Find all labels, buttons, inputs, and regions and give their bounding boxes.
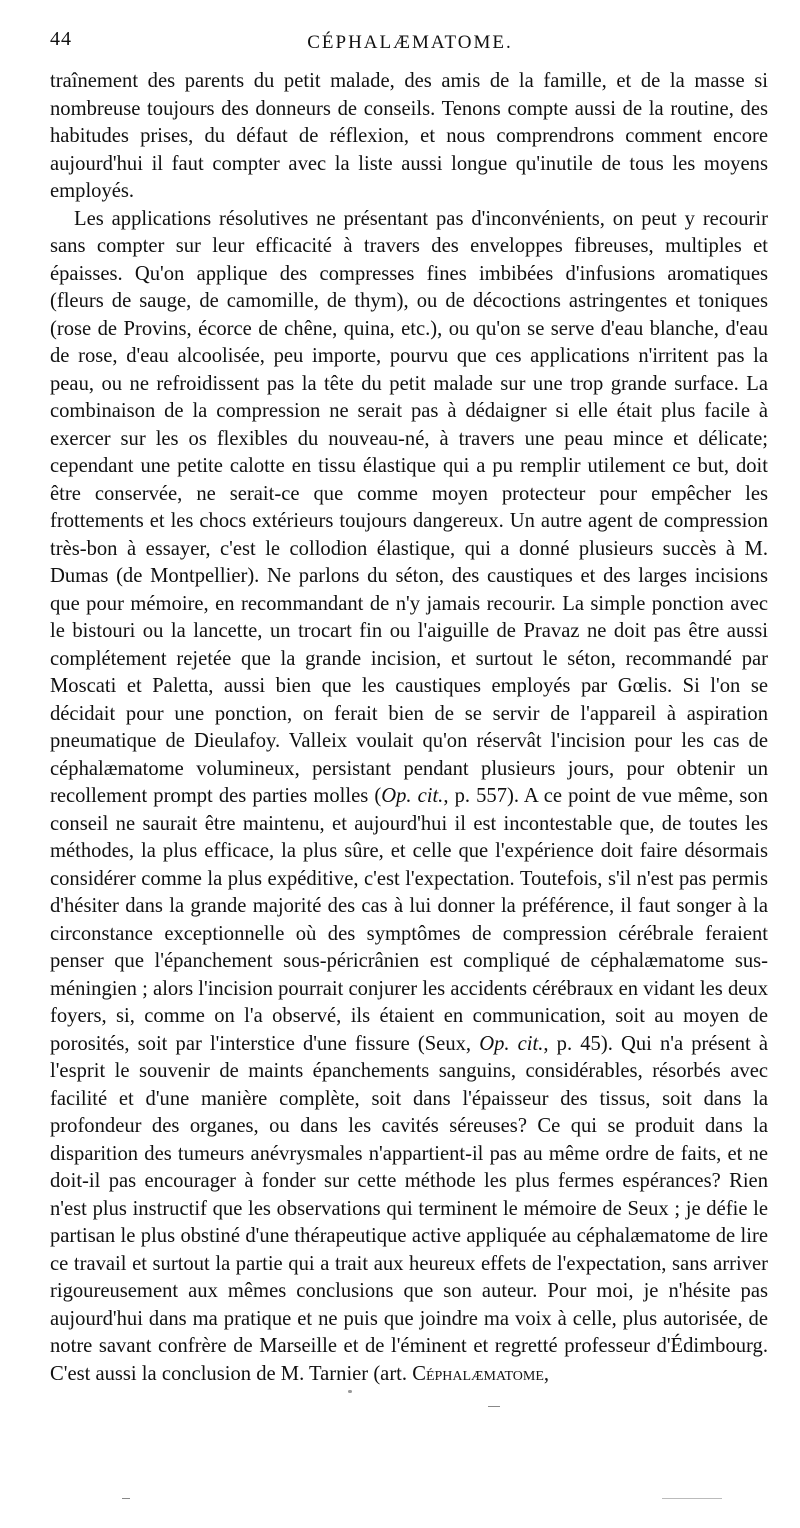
paragraph-continued: traînement des parents du petit malade, des amis de la famille, et de la masse si nombreuse toujours des donneurs de conseils. Tenons compte aussi de la routine, des habitudes prises, du défaut de réflexion, et nous comprendrons comment encore aujourd'hui il faut compter avec la liste aussi longue qu'inutile de tous les moyens employés.: [50, 70, 768, 202]
paragraph-treatment: [50, 206, 768, 1389]
citation-op-cit-1: Op. cit.: [381, 785, 444, 807]
page-number: 44: [50, 28, 72, 50]
print-artifact-right: [662, 1498, 722, 1499]
body-text: [50, 68, 768, 1388]
article-term: Céphalæmatome,: [412, 1362, 550, 1385]
running-head: [50, 28, 770, 58]
print-speck: [348, 1390, 352, 1393]
citation-op-cit-2: Op. cit.: [479, 1032, 544, 1055]
print-artifact-left: [122, 1498, 130, 1499]
paragraph-text-part-3: , p. 45). Qui n'a présent à l'esprit le souvenir de maints épanchements sanguins, considérables, résorbés avec facilité et d'une manière complète, soit dans l'épaisseur des tissus, soit dans la profondeur des organes, ou dans les cavités séreuses? Ce qui se produit dans la disparition des tumeurs anévrysmales n'appartient-il pas au même ordre de faits, et ne doit-il pas encourager à fonder sur cette méthode les plus fermes espérances? Rien n'est plus instructif que les observations qui terminent le mémoire de Seux ; je défie le partisan le plus obstiné d'une thérapeutique active appliquée au céphalæmatome de lire ce travail et surtout la partie qui a trait aux heureux effets de l'expectation, sans arriver rigoureusement aux mêmes conclusions que son auteur. Pour moi, je n'hésite pas aujourd'hui dans ma pratique et ne puis que joindre ma voix à celle, plus autorisée, de notre savant confrère de Marseille et de l'éminent et regretté professeur d'Édimbourg. C'est aussi la conclusion de M. Tarnier (art.: [50, 1032, 768, 1385]
print-artifacts: [0, 1478, 800, 1508]
paragraph-text-part-2: , p. 557). A ce point de vue même, son conseil ne saurait être maintenu, et aujourd'hui il est incontestable que, de toutes les méthodes, la plus efficace, la plus sûre, et celle que l'expérience doit faire désormais considérer comme la plus expéditive, c'est l'expectation. Toutefois, s'il n'est pas permis d'hésiter dans la grande majorité des cas à lui donner la préférence, il faut songer à la circonstance exceptionnelle où des symptômes de compression cérébrale feraient penser que l'épanchement sous-péricrânien est compliqué de céphalæmatome sus-méningien ; alors l'incision pourrait conjurer les accidents cérébraux en vidant les deux foyers, si, comme on l'a observé, ils étaient en communication, soit au moyen de porosités, soit par l'interstice d'une fissure (Seux,: [50, 785, 769, 1055]
paragraph-text-part-1: Les applications résolutives ne présentant pas d'inconvénients, on peut y recourir sans compter sur leur efficacité à travers des enveloppes fibreuses, multiples et épaisses. Qu'on applique des compresses fines imbibées d'infusions aromatiques (fleurs de sauge, de camomille, de thym), ou de décoctions astringentes et toniques (rose de Provins, écorce de chêne, quina, etc.), ou qu'on se serve d'eau blanche, d'eau de rose, d'eau alcoolisée, peu importe, pourvu que ces applications n'irritent pas la peau, ou ne refroidissent pas la tête du petit malade sur une trop grande surface. La combinaison de la compression ne serait pas à dédaigner si elle était plus facile à exercer sur les os flexibles du nouveau-né, à travers une peau mince et délicate; cependant une petite calotte en tissu élastique qui a pu remplir utilement ce but, doit être conservée, ne serait-ce que comme moyen protecteur pour empêcher les frottements et les chocs extérieurs toujours dangereux. Un autre agent de compression très-bon à essayer, c'est le collodion élastique, qui a donné plusieurs succès à M. Dumas (de Montpellier). Ne parlons du séton, des caustiques et des larges incisions que pour mémoire, en recommandant de n'y jamais recourir. La simple ponction avec le bistouri ou la lancette, un trocart fin ou l'aiguille de Pravaz ne doit pas être aussi complétement rejetée que la grande incision, et surtout le séton, recommandé par Moscati et Paletta, aussi bien que les caustiques employés par Gœlis. Si l'on se décidait pour une ponction, on ferait bien de se servir de l'appareil à aspiration pneumatique de Dieulafoy. Valleix voulait qu'on réservât l'incision pour les cas de céphalæmatome volumineux, persistant pendant plusieurs jours, pour obtenir un recollement prompt des parties molles (: [50, 207, 768, 807]
running-title: CÉPHALÆMATOME.: [307, 32, 513, 53]
print-artifact-center: [488, 1406, 500, 1407]
